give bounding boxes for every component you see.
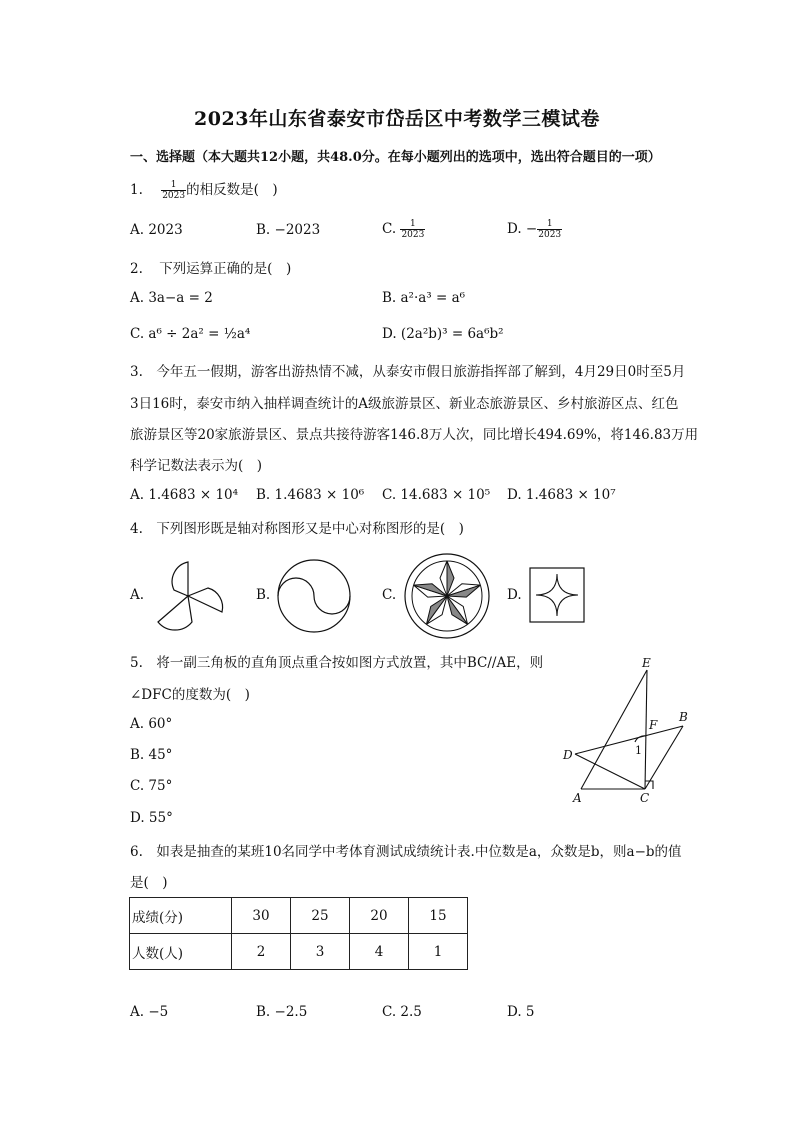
q1-d-num: 1 xyxy=(537,219,562,230)
table-cell: 15 xyxy=(409,898,468,934)
q2-number: 2. xyxy=(130,261,143,277)
q2-stem-line xyxy=(130,259,291,279)
label-c: C xyxy=(640,791,650,805)
q1-number: 1. xyxy=(130,182,143,198)
q2-stem: 下列运算正确的是( ) xyxy=(159,261,292,277)
table-row xyxy=(130,934,468,970)
q6-line-1: 6. 如表是抽查的某班10名同学中考体育测试成绩统计表.中位数是a，众数是b，则a−b的值 xyxy=(130,844,682,860)
q1-option-a: A. 2023 xyxy=(130,222,183,238)
q1-c-label: C. xyxy=(382,221,397,237)
q3-option-d: D. 1.4683 × 10⁷ xyxy=(507,487,616,503)
q2-option-d: D. (2a²b)³ = 6a⁶b² xyxy=(382,326,504,342)
question-1 xyxy=(130,180,278,201)
q1-option-c xyxy=(382,219,425,240)
yin-yang-figure xyxy=(272,556,356,636)
q3-option-c: C. 14.683 × 10⁵ xyxy=(382,487,491,503)
q6-option-c: C. 2.5 xyxy=(382,1004,422,1020)
triangle-set-figure xyxy=(555,650,705,810)
q1-option-d xyxy=(507,219,562,240)
q3-line-1: 3. 今年五一假期，游客出游热情不减，从泰安市假日旅游指挥部了解到，4月29日0时至5月 xyxy=(130,364,686,380)
q1-c-fraction xyxy=(400,219,425,240)
q5-option-c: C. 75° xyxy=(130,778,173,794)
q5-option-a: A. 60° xyxy=(130,716,173,732)
q1-d-den: 2023 xyxy=(538,230,562,240)
q1-d-fraction xyxy=(537,219,562,240)
label-f: F xyxy=(649,718,658,732)
q5-line-2: ∠DFC的度数为( ) xyxy=(130,687,250,703)
q3-option-b: B. 1.4683 × 10⁶ xyxy=(256,487,365,503)
table-cell: 成绩(分) xyxy=(130,898,232,934)
label-b: B xyxy=(679,710,688,724)
page-title: 2023年山东省泰安市岱岳区中考数学三模试卷 xyxy=(194,108,600,130)
table-cell: 1 xyxy=(409,934,468,970)
table-cell: 30 xyxy=(232,898,291,934)
table-cell: 20 xyxy=(350,898,409,934)
q1-frac-num: 1 xyxy=(161,180,186,191)
q1-fraction xyxy=(161,180,186,201)
q5-line-1: 5. 将一副三角板的直角顶点重合按如图方式放置，其中BC//AE，则 xyxy=(130,655,544,671)
table-cell: 25 xyxy=(291,898,350,934)
q4-option-a: A. xyxy=(130,587,145,603)
q4-option-b: B. xyxy=(256,587,271,603)
q1-c-den: 2023 xyxy=(401,230,425,240)
table-cell: 人数(人) xyxy=(130,934,232,970)
score-table xyxy=(129,897,468,970)
q3-line-3: 旅游景区等20家旅游景区、景点共接待游客146.8万人次，同比增长494.69%，将146.83万用 xyxy=(130,427,699,443)
q1-frac-den: 2023 xyxy=(162,191,186,201)
label-angle-1: 1 xyxy=(635,744,642,757)
square-star-figure xyxy=(528,566,588,626)
q3-line-4: 科学记数法表示为( ) xyxy=(130,458,263,474)
q1-option-b: B. −2023 xyxy=(256,222,321,238)
q5-option-d: D. 55° xyxy=(130,810,173,826)
q6-line-2: 是( ) xyxy=(130,875,168,891)
table-cell: 4 xyxy=(350,934,409,970)
star-in-circle-figure xyxy=(402,552,492,640)
q6-option-b: B. −2.5 xyxy=(256,1004,308,1020)
table-cell: 2 xyxy=(232,934,291,970)
q1-d-label: D. − xyxy=(507,221,538,237)
q1-stem: 的相反数是( ) xyxy=(186,182,278,198)
label-a: A xyxy=(573,791,582,805)
q2-option-c: C. a⁶ ÷ 2a² = ½a⁴ xyxy=(130,326,251,342)
q4-option-d: D. xyxy=(507,587,522,603)
q1-c-num: 1 xyxy=(400,219,425,230)
label-d: D xyxy=(563,748,573,762)
q6-option-a: A. −5 xyxy=(130,1004,169,1020)
q6-option-d: D. 5 xyxy=(507,1004,535,1020)
q4-stem: 4. 下列图形既是轴对称图形又是中心对称图形的是( ) xyxy=(130,521,464,537)
section-heading: 一、选择题（本大题共12小题，共48.0分。在每小题列出的选项中，选出符合题目的一项） xyxy=(130,150,661,165)
table-cell: 3 xyxy=(291,934,350,970)
table-row xyxy=(130,898,468,934)
pinwheel-figure xyxy=(150,560,230,630)
q3-line-2: 3日16时，泰安市纳入抽样调查统计的A级旅游景区、新业态旅游景区、乡村旅游区点、红色 xyxy=(130,396,679,412)
q4-option-c: C. xyxy=(382,587,397,603)
q2-option-b: B. a²·a³ = a⁶ xyxy=(382,290,466,306)
label-e: E xyxy=(642,656,651,670)
q5-option-b: B. 45° xyxy=(130,747,173,763)
q2-option-a: A. 3a−a = 2 xyxy=(130,290,213,306)
q3-option-a: A. 1.4683 × 10⁴ xyxy=(130,487,239,503)
